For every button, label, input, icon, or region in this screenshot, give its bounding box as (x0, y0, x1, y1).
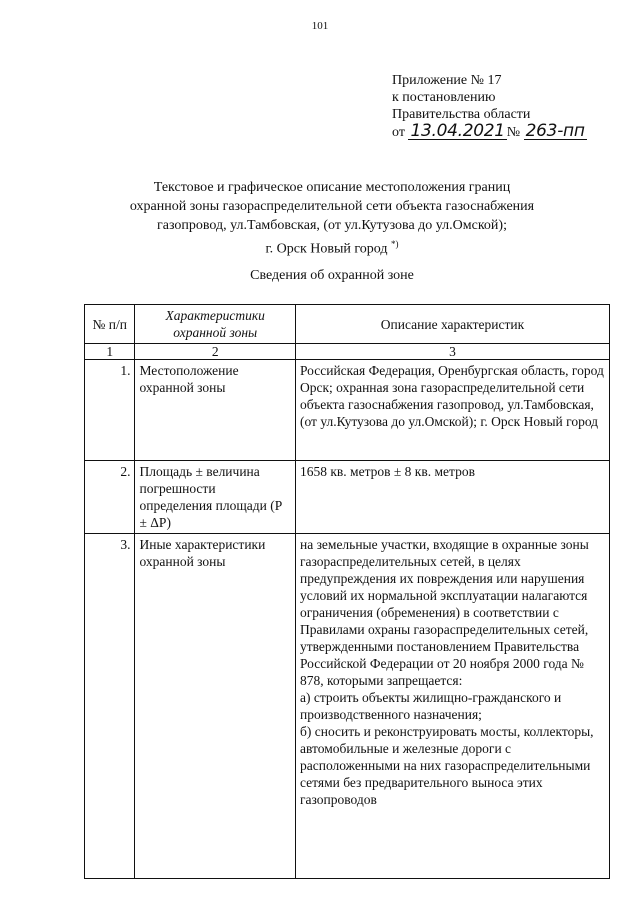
header-number: № п/п (85, 305, 135, 344)
row-description: Российская Федерация, Оренбургская область, город Орск; охранная зона газораспределительной сети объекта газоснабжения газопровод, ул.Тамбовская, (от ул.Кутузова до ул.Омской); г. Орск Новый город (295, 360, 609, 461)
restriction-item-a: а) строить объекты жилищно-гражданского и производственного назначения; (299, 690, 562, 722)
appendix-block (392, 72, 587, 141)
number-sign: № (506, 125, 521, 140)
page-number: 101 (311, 20, 329, 32)
title-city: г. Орск Новый город (265, 241, 388, 257)
row-characteristic: Иные характеристики охранной зоны (135, 534, 296, 879)
row-number: 3. (85, 534, 135, 879)
row-number: 1. (85, 360, 135, 461)
column-index-row (85, 344, 610, 360)
row-description: 1658 кв. метров ± 8 кв. метров (295, 461, 609, 534)
appendix-date-line (392, 123, 587, 141)
table-header-row (85, 305, 610, 344)
appendix-line-2: к постановлению (392, 90, 496, 105)
handwritten-date: 13.04.2021 (410, 121, 505, 141)
document-title (0, 178, 640, 259)
column-index-1: 1 (85, 344, 135, 360)
column-index-3: 3 (295, 344, 609, 360)
row-characteristic: Местоположение охранной зоны (135, 360, 296, 461)
title-line-2: охранной зоны газораспределительной сети объекта газоснабжения (129, 199, 535, 214)
restriction-intro: на земельные участки, входящие в охранные зоны газораспределительных сетей, в целях предупреждения их повреждения или нарушения условий их нормальной эксплуатации налагаются ограничения (обременения) в соответствии с Правилами охраны газораспределительных сетей, утвержденными постановлением Правительства Российской Федерации от 20 ноября 2000 года № 878, которыми запрещается: (299, 537, 589, 688)
table-row (85, 360, 610, 461)
handwritten-number: 263-пп (525, 121, 585, 141)
row-description (295, 534, 609, 879)
title-line-3: газопровод, ул.Тамбовская, (от ул.Кутузова до ул.Омской); (157, 218, 507, 233)
table-row (85, 534, 610, 879)
section-heading: Сведения об охранной зоне (250, 268, 414, 283)
footnote-mark: *) (391, 239, 399, 249)
title-line-4 (0, 235, 640, 259)
zone-info-table (84, 304, 610, 879)
appendix-title: Приложение № 17 (392, 73, 502, 88)
row-number: 2. (85, 461, 135, 534)
appendix-from-prefix: от (392, 125, 405, 140)
title-line-1: Текстовое и графическое описание местоположения границ (153, 180, 511, 195)
header-description: Описание характеристик (295, 305, 609, 344)
restriction-item-b: б) сносить и реконструировать мосты, коллекторы, автомобильные и железные дороги с расположенными на них газораспределительными сетями без предварительного выноса этих газопроводов (299, 724, 594, 807)
table-row (85, 461, 610, 534)
header-characteristics: Характеристики охранной зоны (135, 305, 296, 344)
column-index-2: 2 (135, 344, 296, 360)
appendix-line-3: Правительства области (392, 107, 531, 122)
row-characteristic: Площадь ± величина погрешности определения площади (P ± ΔP) (135, 461, 296, 534)
